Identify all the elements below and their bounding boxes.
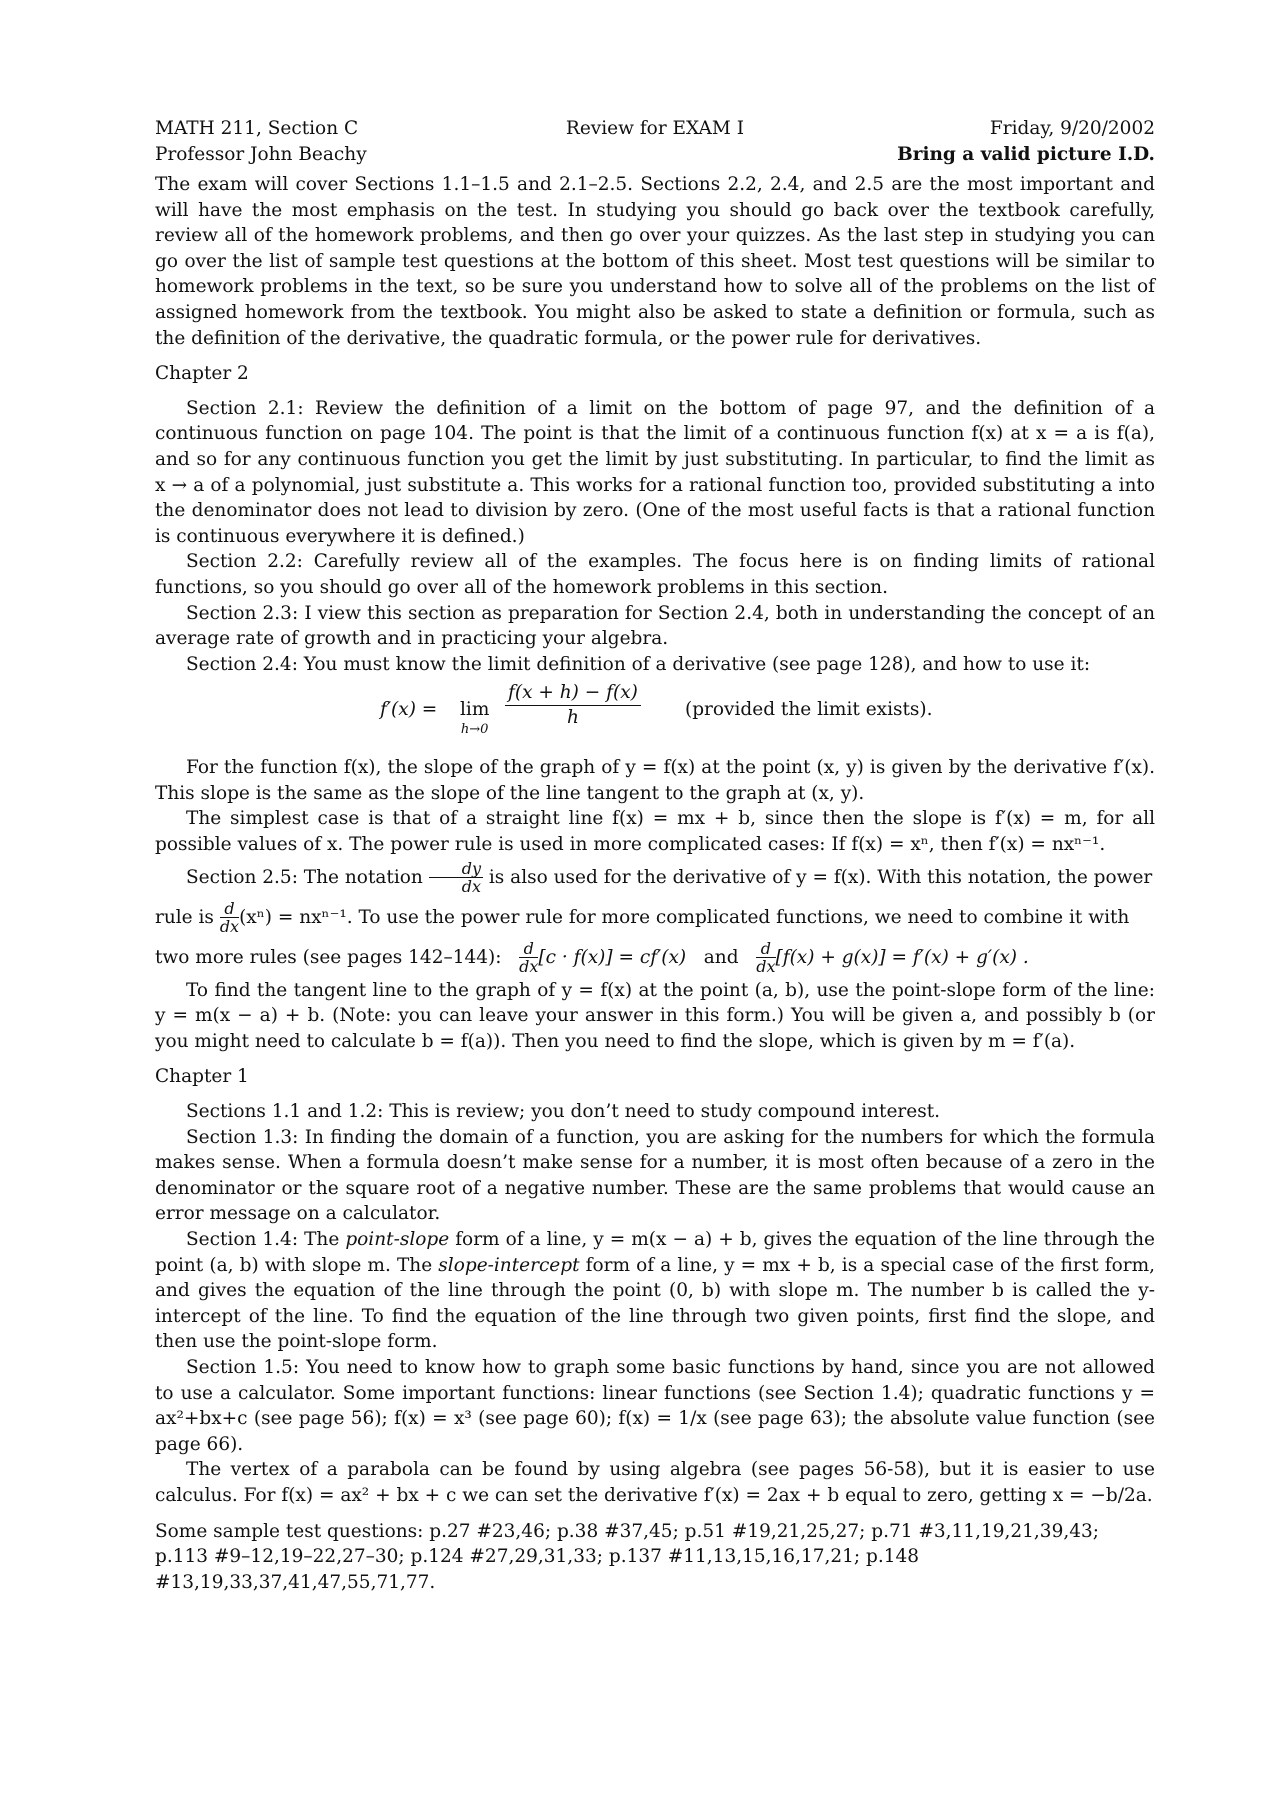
s25-text-e: two more rules (see pages 142–144): [155,946,502,968]
s14-text-b: form of a line, y = m(x − a) + b, gives the equation of the line through the point (a, b) with slope m. The [155,1229,1155,1276]
course-label: MATH 211, Section C [155,118,359,139]
header-row-1 [155,116,1155,142]
section-1-5-vertex: The vertex of a parabola can be found by using algebra (see pages 56-58), but it is easier to use calculus. For f(x) = ax² + bx + c we can set the derivative f′(x) = 2ax + b equal to zero, getting x = −b/2a. [155,1459,1155,1506]
section-2-5-notation [155,858,1155,898]
sample-questions-line-2: p.113 #9–12,19–22,27–30; p.124 #27,29,31,33; p.137 #11,13,15,16,17,21; p.148 #13,19,33,37,41,47,55,71,77. [155,1546,920,1593]
dx-denominator: dx [461,877,481,897]
chapter-2-heading: Chapter 2 [155,363,249,385]
d-dx-operator-2 [756,940,775,975]
s14-text-c: form of a line, y = mx + b, is a special case of the first form, and gives the equation of the line through the point (0, b) with slope m. The number b is called the y-intercept of the line. To find the equation of the line through two given points, first find the slope, and then use the point-slope form. [155,1254,1155,1353]
dy-dx-fraction [429,860,483,895]
section-1-1-1-2: Sections 1.1 and 1.2: This is review; you don’t need to study compound interest. [186,1101,941,1123]
s25-text-c: rule is [155,906,214,928]
d-numerator: d [519,940,538,958]
header-row-2 [155,142,1155,168]
slope-intercept-term: slope-intercept [438,1254,580,1276]
professor-name: Professor John Beachy [155,144,367,165]
derivative-lhs: f′(x) = [380,699,438,721]
and-word: and [703,946,739,968]
sum-rule: [f(x) + g(x)] = f′(x) + g′(x) . [775,946,1029,968]
id-note: Bring a valid picture I.D. [897,144,1155,165]
limit-exists-note: (provided the limit exists). [685,699,933,721]
derivative-definition [155,683,1155,745]
section-2-5-power-rule [155,898,1155,938]
d-dx-operator-1 [519,940,538,975]
section-2-5-tangent-line: To find the tangent line to the graph of y = f(x) at the point (a, b), use the point-slope form of the line: y = m(x − a) + b. (Note: you can leave your answer in this form.) You will be given a, and possibly b (or you might need to calculate b = f(a)). Then you need to find the slope, which is given by m = f′(a). [155,979,1155,1052]
section-1-5: Section 1.5: You need to know how to graph some basic functions by hand, since you are not allowed to use a calculator. Some important functions: linear functions (see Section 1.4); quadratic functions y = ax²+bx+c (see page 56); f(x) = x³ (see page 60); f(x) = 1/x (see page 63); the absolute value function (see page 66). [155,1356,1155,1455]
dx-denominator: dx [219,917,240,937]
exam-review-page [155,116,1155,1595]
section-1-4 [155,1227,1155,1355]
difference-quotient-numerator: f(x + h) − f(x) [505,681,641,706]
d-dx-operator [220,900,239,935]
dx-denominator: dx [756,957,776,977]
s25-text-d: (xⁿ) = nxⁿ⁻¹. To use the power rule for more complicated functions, we need to combine it with [239,906,1130,928]
section-2-4-power-rule: The simplest case is that of a straight line f(x) = mx + b, since then the slope is f′(x) = m, for all possible values of x. The power rule is used in more complicated cases: If f(x) = xⁿ, then f′(x) = nxⁿ⁻¹. [155,808,1155,856]
difference-quotient [505,681,641,730]
section-1-3: Section 1.3: In finding the domain of a function, you are asking for the numbers for which the formula makes sense. When a formula doesn’t make sense for a number, it is most often because of a zero in the denominator or the square root of a negative number. These are the same problems that would cause an error message on a calculator. [155,1126,1155,1225]
difference-quotient-denominator: h [566,707,579,729]
s25-text-b: is also used for the derivative of y = f(x). With this notation, the power [488,866,1153,888]
section-2-4: Section 2.4: You must know the limit definition of a derivative (see page 128), and how to use it: [186,653,1091,675]
section-2-5-rules [155,938,1155,978]
section-2-2: Section 2.2: Carefully review all of the examples. The focus here is on finding limits of rational functions, so you should go over all of the homework problems in this section. [155,551,1155,598]
dx-denominator: dx [519,957,539,977]
sample-questions-line-1: Some sample test questions: p.27 #23,46; p.38 #37,45; p.51 #19,21,25,27; p.71 #3,11,19,21,39,43; [155,1520,1099,1542]
s25-text-a: Section 2.5: The notation [186,866,423,888]
d-numerator: d [756,940,775,958]
point-slope-term: point-slope [345,1229,450,1250]
dy-numerator: dy [429,860,483,878]
chapter-1-heading: Chapter 1 [155,1066,249,1088]
d-numerator: d [220,900,239,918]
limit-subscript: h→0 [460,721,489,737]
limit-operator [460,697,489,737]
section-2-3: Section 2.3: I view this section as preparation for Section 2.4, both in understanding the concept of an average rate of growth and in practicing your algebra. [155,602,1155,650]
intro-paragraph: The exam will cover Sections 1.1–1.5 and 2.1–2.5. Sections 2.2, 2.4, and 2.5 are the most important and will have the most emphasis on the test. In studying you should go back over the textbook carefully, review all of the homework problems, and then go over your quizzes. As the last step in studying you can go over the list of sample test questions at the bottom of this sheet. Most test questions will be similar to homework problems in the text, so be sure you understand how to solve all of the problems on the list of assigned homework from the textbook. You might also be asked to state a definition or formula, such as the definition of the derivative, the quadratic formula, or the power rule for derivatives. [155,174,1155,349]
section-2-4-slope: For the function f(x), the slope of the graph of y = f(x) at the point (x, y) is given by the derivative f′(x). This slope is the same as the slope of the line tangent to the graph at (x, y). [155,757,1155,804]
exam-date: Friday, 9/20/2002 [989,118,1155,139]
section-2-1: Section 2.1: Review the definition of a limit on the bottom of page 97, and the definition of a continuous function on page 104. The point is that the limit of a continuous function f(x) at x = a is f(a), and so for any continuous function you get the limit by just substituting. In particular, to find the limit as x → a of a polynomial, just substitute a. This works for a rational function too, provided substituting a into the denominator does not lead to division by zero. (One of the most useful facts is that a rational function is continuous everywhere it is defined.) [155,397,1155,547]
limit-word: lim [460,699,490,721]
constant-multiple-rule: [c · f(x)] = cf′(x) [538,946,687,968]
s14-text-a: Section 1.4: The [186,1229,340,1250]
document-title: Review for EXAM I [565,118,745,139]
